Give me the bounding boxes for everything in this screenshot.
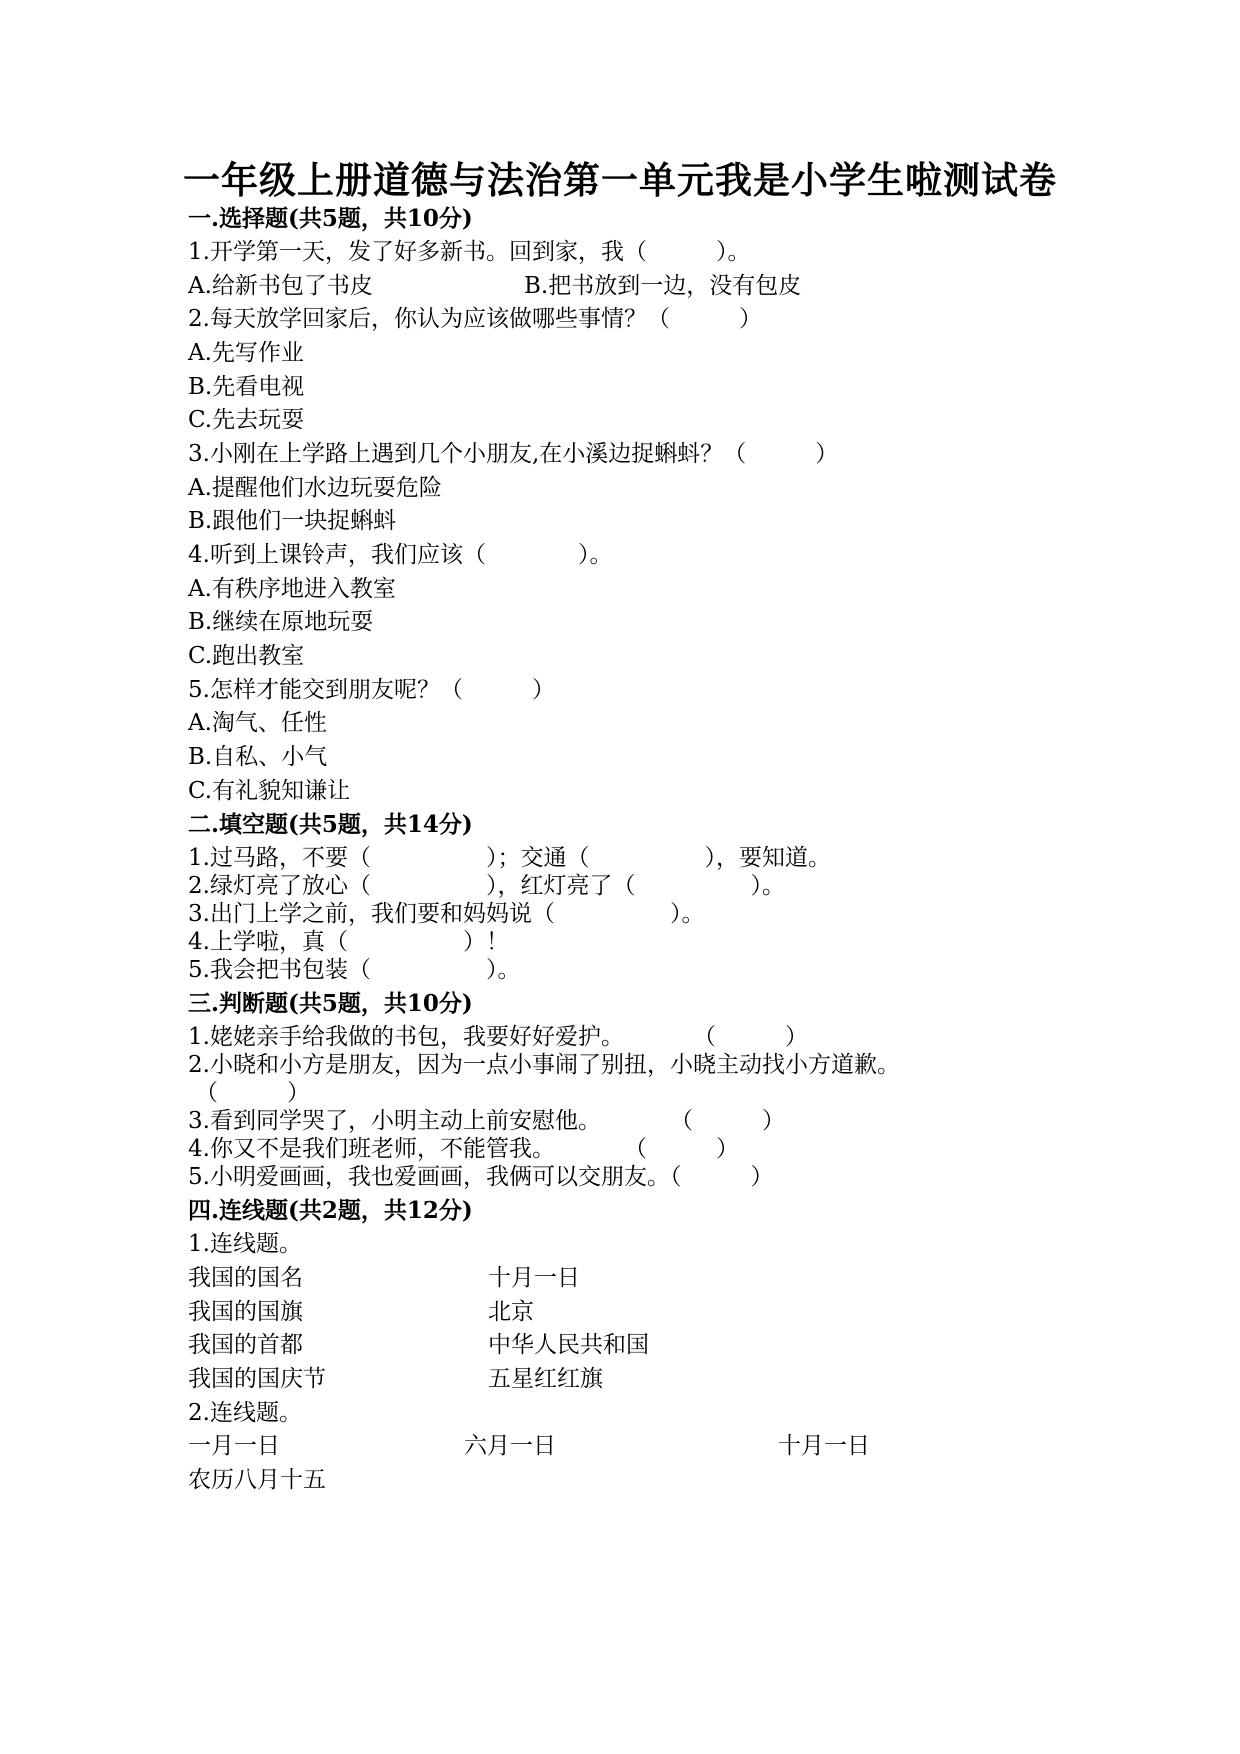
judge-question-5: 5.小明爱画画，我也爱画画，我俩可以交朋友。（ ） (188, 1164, 774, 1190)
judge-question-4: 4.你又不是我们班老师，不能管我。 （ ） (188, 1136, 739, 1162)
match-date-item: 农历八月十五 (188, 1467, 326, 1493)
match-question-1: 1.连线题。 (188, 1231, 302, 1257)
option-1-4-b: B.继续在原地玩耍 (188, 609, 374, 635)
option-1-1-b: B.把书放到一边，没有包皮 (524, 273, 802, 299)
fill-question-5: 5.我会把书包装（ ）。 (188, 957, 521, 983)
match-right-item: 五星红红旗 (488, 1366, 603, 1392)
match-right-item: 北京 (488, 1299, 534, 1325)
match-question-2: 2.连线题。 (188, 1400, 302, 1426)
option-1-5-a: A.淘气、任性 (188, 710, 327, 736)
option-1-5-b: B.自私、小气 (188, 744, 328, 770)
match-left-item: 我国的首都 (188, 1332, 303, 1358)
fill-question-4: 4.上学啦，真（ ）！ (188, 929, 509, 955)
option-1-2-a: A.先写作业 (188, 340, 304, 366)
option-1-2-b: B.先看电视 (188, 374, 305, 400)
option-1-2-c: C.先去玩耍 (188, 407, 305, 433)
question-1-4: 4.听到上课铃声，我们应该（ ）。 (188, 542, 613, 568)
option-1-4-a: A.有秩序地进入教室 (188, 576, 396, 602)
match-left-item: 我国的国名 (188, 1265, 303, 1291)
match-right-item: 中华人民共和国 (488, 1332, 649, 1358)
section-heading-judge: 三.判断题(共5题，共10分) (188, 990, 473, 1017)
section-heading-fill: 二.填空题(共5题，共14分) (188, 811, 473, 838)
question-1-5: 5.怎样才能交到朋友呢？（ ） (188, 677, 555, 703)
match-date-item: 六月一日 (464, 1433, 556, 1459)
page-title: 一年级上册道德与法治第一单元我是小学生啦测试卷 (183, 158, 1057, 202)
judge-question-2: 2.小晓和小方是朋友，因为一点小事闹了别扭，小晓主动找小方道歉。 (188, 1052, 900, 1078)
option-1-5-c: C.有礼貌知谦让 (188, 778, 351, 804)
match-date-item: 十月一日 (778, 1433, 870, 1459)
option-1-3-a: A.提醒他们水边玩耍危险 (188, 475, 442, 501)
match-left-item: 我国的国旗 (188, 1299, 303, 1325)
question-1-3: 3.小刚在上学路上遇到几个小朋友,在小溪边捉蝌蚪？（ ） (188, 441, 839, 467)
match-date-item: 一月一日 (188, 1433, 280, 1459)
match-left-item: 我国的国庆节 (188, 1366, 326, 1392)
match-right-item: 十月一日 (488, 1265, 580, 1291)
option-1-3-b: B.跟他们一块捉蝌蚪 (188, 508, 397, 534)
fill-question-3: 3.出门上学之前，我们要和妈妈说（ ）。 (188, 901, 705, 927)
question-1-2: 2.每天放学回家后，你认为应该做哪些事情？（ ） (188, 306, 762, 332)
option-1-4-c: C.跑出教室 (188, 643, 305, 669)
fill-question-1: 1.过马路，不要（ ）；交通（ ），要知道。 (188, 845, 831, 871)
section-heading-choice: 一.选择题(共5题，共10分) (188, 205, 473, 232)
section-heading-match: 四.连线题(共2题，共12分) (188, 1197, 473, 1224)
fill-question-2: 2.绿灯亮了放心（ ），红灯亮了（ ）。 (188, 873, 785, 899)
option-1-1-a: A.给新书包了书皮 (188, 273, 373, 299)
question-1-1: 1.开学第一天，发了好多新书。回到家，我（ ）。 (188, 239, 751, 265)
judge-question-3: 3.看到同学哭了，小明主动上前安慰他。 （ ） (188, 1108, 785, 1134)
judge-question-2-bracket: （ ） (195, 1080, 310, 1106)
judge-question-1: 1.姥姥亲手给我做的书包，我要好好爱护。 （ ） (188, 1024, 808, 1050)
